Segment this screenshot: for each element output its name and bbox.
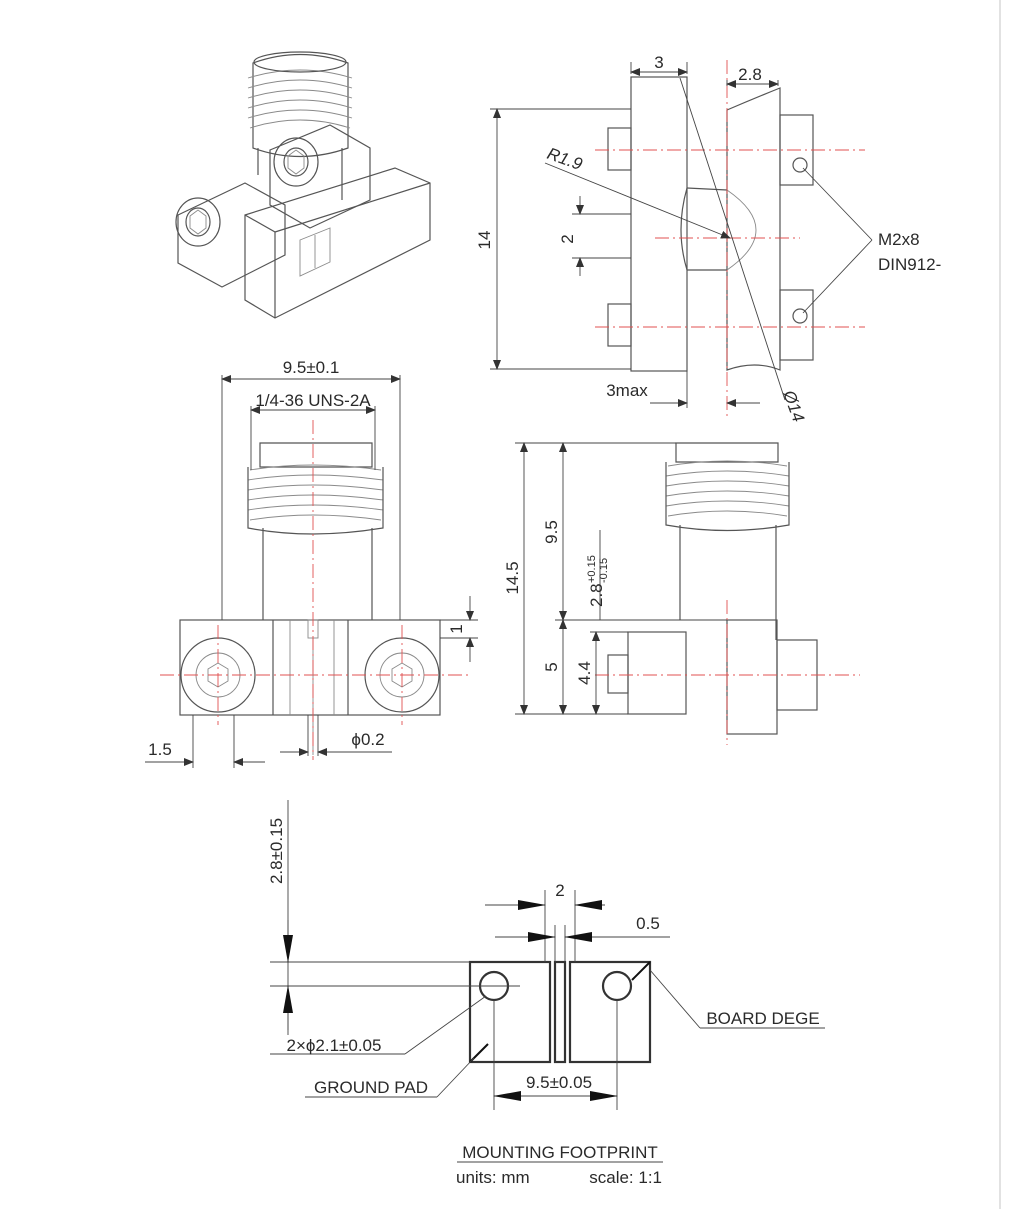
dim-overall-height: 14.5 (503, 561, 522, 595)
dim-bottom-3max: 3max (606, 381, 648, 400)
dim-edge-offset: 2.8±0.15 (267, 817, 286, 885)
ground-pad-label: GROUND PAD (314, 1078, 428, 1097)
board-edge-label: BOARD DEGE (706, 1009, 820, 1028)
screw-spec-line2: DIN912- (878, 255, 942, 274)
side-view (490, 60, 872, 420)
dim-block-height: 5 (542, 662, 561, 672)
dim-side-top-gap: 2.8 (738, 65, 762, 84)
side-view-2 (515, 443, 860, 745)
dim-pin-height-tol-plus: +0.15 (586, 555, 598, 583)
isometric-view (176, 52, 430, 318)
dim-pin-height-base: 2.8 (587, 583, 606, 607)
footer-scale: scale: 1:1 (589, 1168, 662, 1187)
dim-side-top-width: 3 (654, 53, 664, 72)
dim-block-inner-height: 4.4 (575, 661, 594, 685)
dim-height-total: 14 (475, 230, 494, 250)
dim-slot-depth: 1 (447, 624, 466, 634)
screw-spec-line1: M2x8 (878, 230, 920, 249)
dim-screw-offset: 1.5 (148, 740, 172, 759)
front-view (145, 375, 478, 768)
dim-connector-height: 9.5 (542, 520, 561, 544)
hole-callout: 2×ϕ2.1±0.05 (286, 1036, 382, 1055)
dim-pad-gap: 2 (555, 881, 565, 900)
dim-pin-diameter: ϕ0.2 (351, 730, 385, 749)
mounting-footprint (270, 800, 825, 1162)
dim-front-width: 9.5±0.1 (282, 358, 340, 377)
dim-center-gap: 2 (558, 234, 577, 244)
footer-title: MOUNTING FOOTPRINT (462, 1143, 658, 1162)
dim-pin-height-tol-minus: -0.15 (598, 557, 610, 583)
dim-radius: R1.9 (544, 143, 585, 175)
footer-units: units: mm (456, 1168, 530, 1187)
dim-pin-pad-width: 0.5 (636, 914, 660, 933)
dim-flange-diameter: Ø14 (779, 387, 809, 425)
dim-thread-spec: 1/4-36 UNS-2A (255, 391, 371, 410)
dim-footprint-width: 9.5±0.05 (525, 1073, 593, 1092)
